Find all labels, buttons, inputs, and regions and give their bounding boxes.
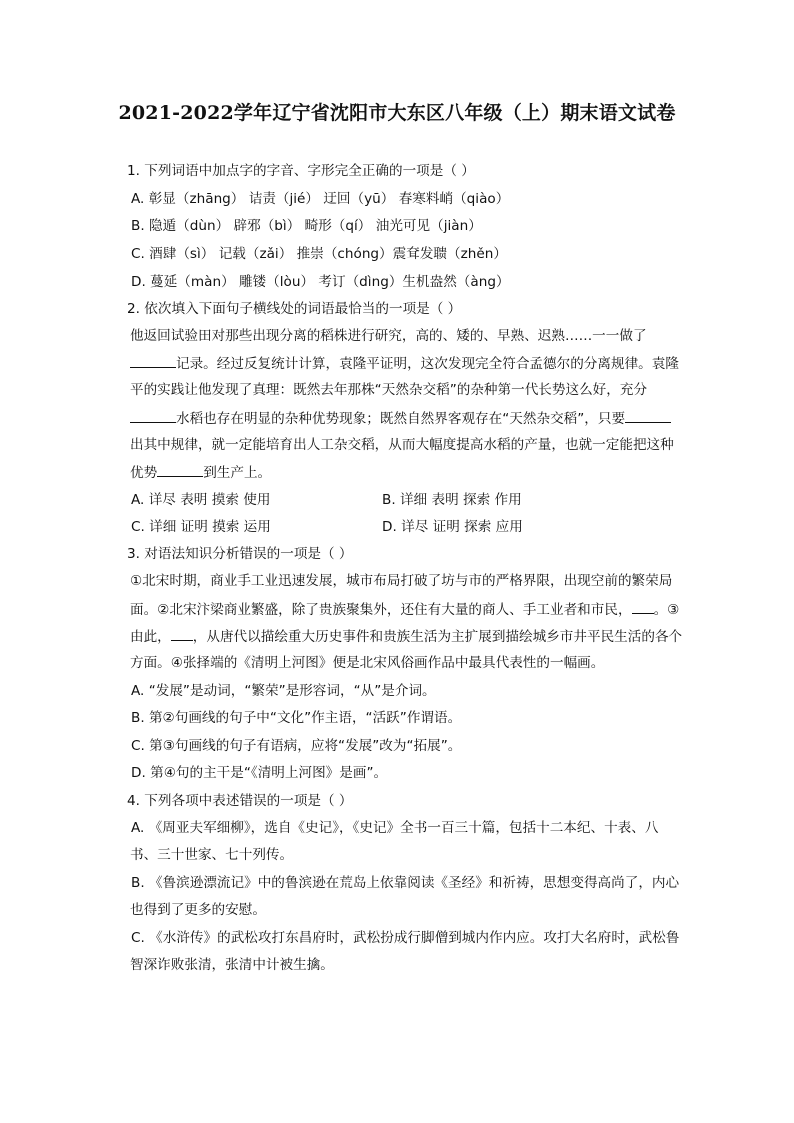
question-2-text-line: 他返回试验田对那些出现分离的稻株进行研究，高的、矮的、早熟、迟熟……一一做了 [130,328,647,344]
question-3-option-c: C. 第③句画线的句子有语病，应将“发展”改为“拓展”。 [131,738,462,754]
question-4-option-b-cont: 也得到了更多的安慰。 [130,902,266,918]
question-1-option-b: B. 隐遁（dùn） 辟邪（bì） 畸形（qí） 油光可见（jiàn） [131,218,482,234]
question-3-text-line: ①北宋时期，商业手工业迅速发展，城市布局打破了坊与市的严格界限，出现空前的繁荣局 [130,573,673,589]
fill-blank [625,408,671,423]
question-2-text-line: 优势 到生产上。 [130,462,271,483]
question-2-text-line: 出其中规律，就一定能培育出人工杂交稻，从而大幅度提高水稻的产量，也就一定能把这种 [130,437,674,453]
question-2-option-b: B. 详细 表明 探索 作用 [382,492,522,508]
question-2-text-line: 平的实践让他发现了真理：既然去年那株“天然杂交稻”的杂种第一代长势这么好，充分 [130,382,648,398]
question-2-stem: 2. 依次填入下面句子横线处的词语最恰当的一项是（ ） [127,301,462,317]
question-4-option-b: B. 《鲁滨逊漂流记》中的鲁滨逊在荒岛上依靠阅读《圣经》和祈祷，思想变得高尚了，内心 [131,875,680,891]
question-3-text-line: 由此， ，从唐代以描绘重大历史事件和贵族生活为主扩展到描绘城乡市井平民生活的各个 [130,626,682,647]
fill-blank [130,353,176,368]
question-3-option-b: B. 第②句画线的句子中“文化”作主语，“活跃”作谓语。 [131,710,462,726]
question-3-stem: 3. 对语法知识分析错误的一项是（ ） [127,546,353,562]
question-4-stem: 4. 下列各项中表述错误的一项是（ ） [127,793,353,809]
question-1-stem: 1. 下列词语中加点字的字音、字形完全正确的一项是（ ） [127,163,475,179]
question-1-option-d: D. 蔓延（màn） 雕镂（lòu） 考订（dìng）生机盎然（àng） [131,274,510,290]
question-4-option-c: C. 《水浒传》的武松攻打东昌府时，武松扮成行脚僧到城内作内应。攻打大名府时，武松鲁 [131,930,680,946]
fill-blank [171,626,193,641]
question-4-option-a-cont: 书、三十世家、七十列传。 [130,847,294,863]
question-2-option-a: A. 详尽 表明 摸索 使用 [131,492,271,508]
fill-blank [157,462,203,477]
question-3-text-line: 方面。④张择端的《清明上河图》便是北宋风俗画作品中最具代表性的一幅画。 [130,655,605,671]
fill-blank [130,408,176,423]
page-title: 2021-2022学年辽宁省沈阳市大东区八年级（上）期末语文试卷 [118,102,676,124]
question-2-option-d: D. 详尽 证明 探索 应用 [382,519,523,535]
question-4-option-c-cont: 智深诈败张清，张清中计被生擒。 [130,957,334,973]
fill-blank [632,599,654,614]
question-2-option-c: C. 详细 证明 摸索 运用 [131,519,271,535]
question-2-text-line: 记录。经过反复统计计算，袁隆平证明，这次发现完全符合孟德尔的分离规律。袁隆 [130,353,679,374]
question-2-text-line: 水稻也存在明显的杂种优势现象；既然自然界客观存在“天然杂交稻”，只要 [130,408,671,429]
question-3-option-d: D. 第④句的主干是“《清明上河图》是画”。 [131,765,388,781]
question-3-text-line: 面。②北宋汴梁商业繁盛，除了贵族聚集外，还住有大量的商人、手工业者和市民， 。③ [130,599,679,620]
question-1-option-c: C. 酒肆（sì） 记载（zǎi） 推崇（chóng）震耷发聩（zhěn） [131,246,507,262]
question-4-option-a: A. 《周亚夫军细柳》，选自《史记》，《史记》全书一百三十篇，包括十二本纪、十表、八 [131,820,659,836]
question-3-option-a: A. “发展”是动词，“繁荣”是形容词，“从”是介词。 [131,683,436,699]
question-1-option-a: A. 彰显（zhāng） 诘责（jié） 迂回（yū） 春寒料峭（qiào） [131,191,510,207]
